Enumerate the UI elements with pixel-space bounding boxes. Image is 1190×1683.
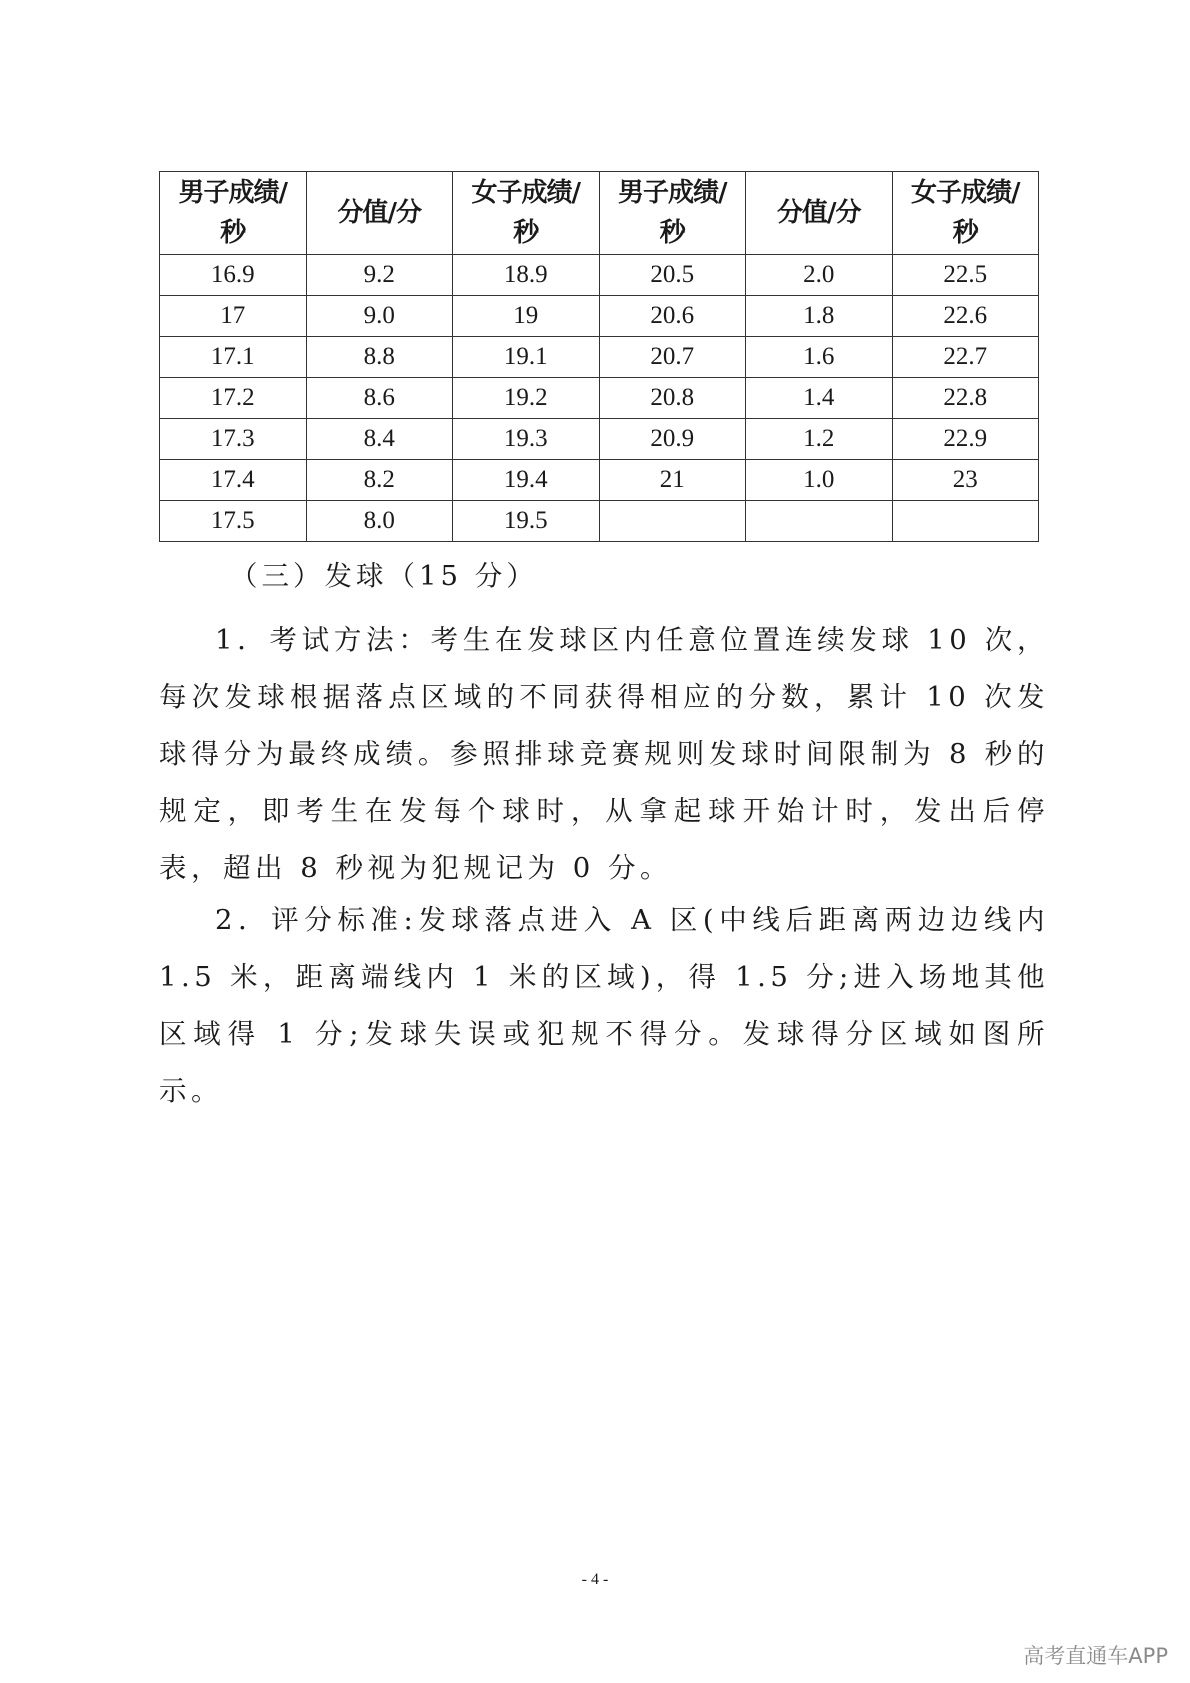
header-line: 秒 (659, 218, 685, 248)
table-row (160, 255, 1039, 296)
table-cell: 2.0 (746, 255, 893, 296)
header-line: 秒 (513, 218, 539, 248)
table-cell: 17.5 (160, 501, 307, 542)
table-cell: 1.0 (746, 460, 893, 501)
table-cell: 8.4 (306, 419, 453, 460)
score-table (159, 171, 1039, 542)
table-cell: 1.4 (746, 378, 893, 419)
table-cell: 18.9 (453, 255, 600, 296)
table-cell: 9.2 (306, 255, 453, 296)
table-cell: 20.7 (599, 337, 746, 378)
table-cell: 17.1 (160, 337, 307, 378)
header-line: 秒 (220, 218, 246, 248)
header-cell (160, 172, 307, 255)
table-cell: 17.2 (160, 378, 307, 419)
table-cell: 23 (892, 460, 1039, 501)
table-cell: 21 (599, 460, 746, 501)
table-cell: 1.2 (746, 419, 893, 460)
table-cell: 8.2 (306, 460, 453, 501)
header-cell (892, 172, 1039, 255)
table-cell: 17.4 (160, 460, 307, 501)
table-row (160, 296, 1039, 337)
table-header-row (160, 172, 1039, 255)
table-row (160, 460, 1039, 501)
table-cell: 20.9 (599, 419, 746, 460)
table-cell: 17 (160, 296, 307, 337)
header-line: 分值/分 (777, 198, 861, 228)
table-cell: 22.5 (892, 255, 1039, 296)
table-cell: 22.9 (892, 419, 1039, 460)
table-row (160, 337, 1039, 378)
table-cell (746, 501, 893, 542)
header-line: 秒 (952, 218, 978, 248)
table-cell: 22.6 (892, 296, 1039, 337)
table-cell: 9.0 (306, 296, 453, 337)
header-cell (453, 172, 600, 255)
table-cell: 20.5 (599, 255, 746, 296)
table-cell: 17.3 (160, 419, 307, 460)
table-cell: 20.8 (599, 378, 746, 419)
paragraph-test-method: 1．考试方法：考生在发球区内任意位置连续发球 10 次，每次发球根据落点区域的不同获得相应的分数，累计 10 次发球得分为最终成绩。参照排球竞赛规则发球时间限制为 8 秒的规定，即考生在发每个球时，从拿起球开始计时，发出后停表，超出 8 秒视为犯规记为 0 分。 (159, 624, 1049, 884)
header-line: 女子成绩/ (471, 178, 580, 208)
table-row (160, 501, 1039, 542)
table-cell: 19.4 (453, 460, 600, 501)
table-cell: 19.5 (453, 501, 600, 542)
table-cell: 8.6 (306, 378, 453, 419)
table-cell (599, 501, 746, 542)
table-cell: 19 (453, 296, 600, 337)
table-cell: 1.6 (746, 337, 893, 378)
header-cell (746, 172, 893, 255)
paragraph-scoring-standard: 2．评分标准:发球落点进入 A 区(中线后距离两边边线内 1.5 米，距离端线内 1 米的区域)，得 1.5 分;进入场地其他区域得 1 分;发球失误或犯规不得分。发球得分区域如图所示。 (159, 904, 1049, 1107)
section-heading: （三）发球（15 分） (230, 560, 538, 592)
page-number: - 4 - (581, 1571, 609, 1588)
table-cell: 8.8 (306, 337, 453, 378)
watermark: 高考直通车APP (1023, 1644, 1168, 1668)
header-line: 分值/分 (337, 198, 421, 228)
table-cell: 19.3 (453, 419, 600, 460)
table-row (160, 378, 1039, 419)
table-cell: 16.9 (160, 255, 307, 296)
table-cell: 20.6 (599, 296, 746, 337)
table-cell (892, 501, 1039, 542)
table-cell: 1.8 (746, 296, 893, 337)
table-cell: 19.2 (453, 378, 600, 419)
table-row (160, 419, 1039, 460)
table-cell: 22.7 (892, 337, 1039, 378)
header-cell (306, 172, 453, 255)
table-cell: 8.0 (306, 501, 453, 542)
header-cell (599, 172, 746, 255)
table-cell: 19.1 (453, 337, 600, 378)
table-cell: 22.8 (892, 378, 1039, 419)
header-line: 女子成绩/ (911, 178, 1020, 208)
header-line: 男子成绩/ (178, 178, 287, 208)
header-line: 男子成绩/ (618, 178, 727, 208)
